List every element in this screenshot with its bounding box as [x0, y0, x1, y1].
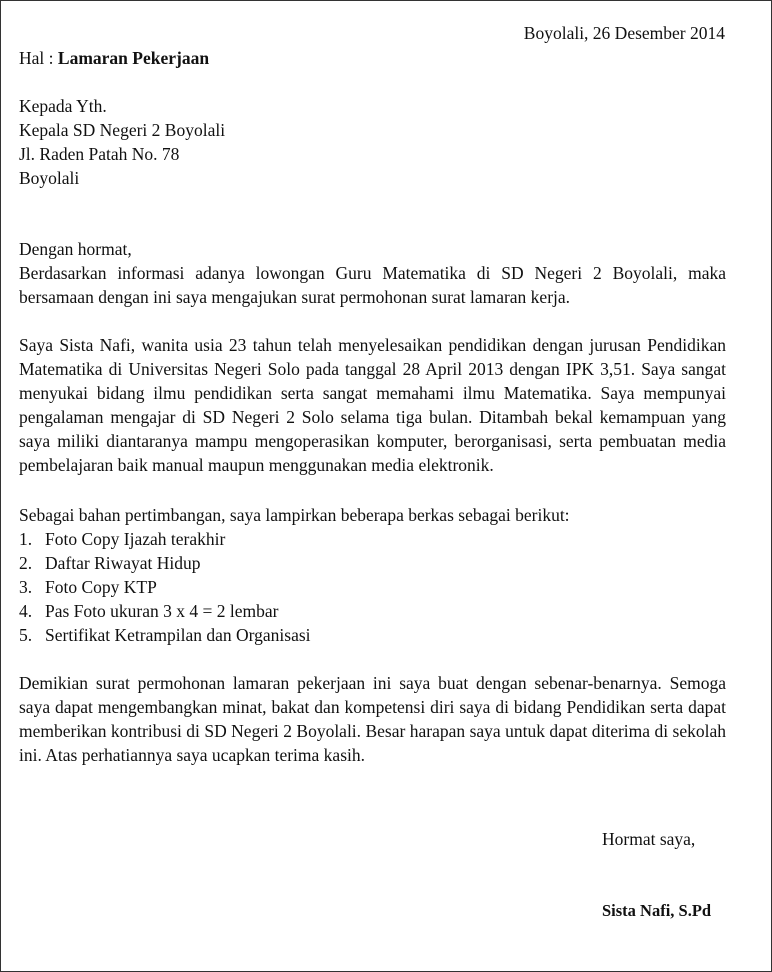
list-item: [19, 599, 311, 623]
paragraph-intro: Berdasarkan informasi adanya lowongan Guru Matematika di SD Negeri 2 Boyolali, maka bersamaan dengan ini saya mengajukan surat permohonan surat lamaran kerja.: [19, 263, 726, 307]
list-item-number: 5.: [19, 625, 33, 645]
list-item-text: Foto Copy KTP: [45, 577, 157, 597]
attachments-intro: Sebagai bahan pertimbangan, saya lampirkan beberapa berkas sebagai berikut:: [19, 505, 570, 525]
paragraph-closing: Demikian surat permohonan lamaran pekerjaan ini saya buat dengan sebenar-benarnya. Semoga saya dapat mengembangkan minat, bakat dan kompetensi diri saya di bidang Pendidikan serta dapat memberikan kontribusi di SD Negeri 2 Boyolali. Besar harapan saya untuk dapat diterima di sekolah ini. Atas perhatiannya saya ucapkan terima kasih.: [19, 673, 726, 765]
list-item: [19, 527, 311, 551]
recipient-line: Jl. Raden Patah No. 78: [19, 144, 180, 164]
list-item-number: 3.: [19, 577, 33, 597]
subject-prefix: Hal :: [19, 48, 58, 68]
signature-name: Sista Nafi, S.Pd: [602, 901, 712, 920]
list-item-number: 2.: [19, 553, 33, 573]
list-item: [19, 551, 311, 575]
subject-line: [19, 46, 209, 70]
list-item-number: 4.: [19, 601, 33, 621]
recipient-address: [19, 94, 225, 190]
closing-salutation: Hormat saya,: [602, 829, 696, 849]
list-item-number: 1.: [19, 529, 33, 549]
recipient-line: Boyolali: [19, 168, 80, 188]
list-item-text: Daftar Riwayat Hidup: [45, 553, 201, 573]
list-item-text: Pas Foto ukuran 3 x 4 = 2 lembar: [45, 601, 279, 621]
recipient-line: Kepada Yth.: [19, 96, 107, 116]
list-item-text: Foto Copy Ijazah terakhir: [45, 529, 226, 549]
recipient-line: Kepala SD Negeri 2 Boyolali: [19, 120, 226, 140]
place-date: Boyolali, 26 Desember 2014: [523, 23, 725, 43]
list-item: [19, 575, 311, 599]
subject-title: Lamaran Pekerjaan: [57, 48, 210, 68]
paragraph-profile: Saya Sista Nafi, wanita usia 23 tahun telah menyelesaikan pendidikan dengan jurusan Pendidikan Matematika di Universitas Negeri Solo pada tanggal 28 April 2013 dengan IPK 3,51. Saya sangat menyukai bidang ilmu pendidikan serta sangat memahami ilmu Matematika. Saya mempunyai pengalaman mengajar di SD Negeri 2 Solo selama tiga bulan. Ditambah bekal kemampuan yang saya miliki diantaranya mampu mengoperasikan komputer, berorganisasi, serta pembuatan media pembelajaran baik manual maupun menggunakan media elektronik.: [19, 335, 726, 475]
attachments-list: [19, 527, 311, 647]
list-item-text: Sertifikat Ketrampilan dan Organisasi: [45, 625, 311, 645]
greeting: Dengan hormat,: [19, 239, 132, 259]
list-item: [19, 623, 311, 647]
